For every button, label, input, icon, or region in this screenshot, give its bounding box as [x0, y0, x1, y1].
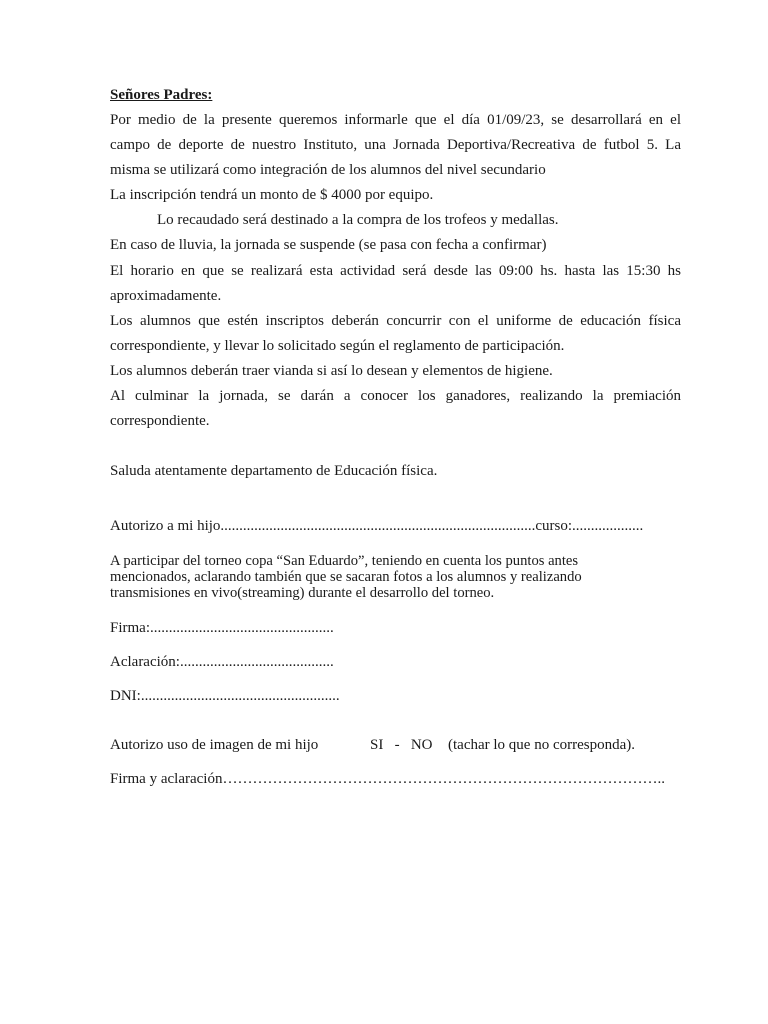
firma-aclaracion-field: Firma y aclaración…………………………………………………………………………….. [110, 771, 665, 787]
closing-line: Saluda atentamente departamento de Educación física. [110, 463, 438, 479]
paragraph-line: aproximadamente. [110, 288, 222, 304]
paragraph-line: La inscripción tendrá un monto de $ 4000 por equipo. [110, 187, 434, 203]
paragraph-line: correspondiente. [110, 413, 210, 429]
dni-field: DNI:..................................................... [110, 688, 340, 704]
paragraph-line: misma se utilizará como integración de los alumnos del nivel secundario [110, 162, 546, 178]
paragraph-line: Lo recaudado será destinado a la compra de los trofeos y medallas. [157, 212, 559, 228]
firma-field: Firma:................................................. [110, 620, 334, 636]
child-authorization-line: Autorizo a mi hijo....................................................................................curso:................... [110, 518, 644, 534]
salutation: Señores Padres: [110, 87, 213, 103]
image-authorization-label: Autorizo uso de imagen de mi hijo [110, 737, 319, 753]
paragraph-line: Al culminar la jornada, se darán a conocer los ganadores, realizando la premiación [110, 388, 681, 404]
paragraph-line: En caso de lluvia, la jornada se suspende (se pasa con fecha a confirmar) [110, 237, 547, 253]
paragraph-line: correspondiente, y llevar lo solicitado según el reglamento de participación. [110, 338, 565, 354]
torneo-text-line: mencionados, aclarando también que se sacaran fotos a los alumnos y realizando [110, 569, 582, 585]
paragraph-line: campo de deporte de nuestro Instituto, una Jornada Deportiva/Recreativa de futbol 5. La [110, 137, 681, 153]
paragraph-line: Los alumnos que estén inscriptos deberán concurrir con el uniforme de educación física [110, 313, 681, 329]
image-authorization-options: SI - NO [370, 737, 433, 753]
paragraph-line: Los alumnos deberán traer vianda si así lo desean y elementos de higiene. [110, 363, 553, 379]
torneo-text-line: transmisiones en vivo(streaming) durante el desarrollo del torneo. [110, 585, 495, 601]
image-authorization-note: (tachar lo que no corresponda). [448, 737, 636, 753]
torneo-text-line: A participar del torneo copa “San Eduardo”, teniendo en cuenta los puntos antes [110, 553, 579, 569]
paragraph-line: El horario en que se realizará esta actividad será desde las 09:00 hs. hasta las 15:30 hs [110, 263, 681, 279]
aclaracion-field: Aclaración:......................................... [110, 654, 334, 670]
paragraph-line: Por medio de la presente queremos informarle que el día 01/09/23, se desarrollará en el [110, 112, 681, 128]
